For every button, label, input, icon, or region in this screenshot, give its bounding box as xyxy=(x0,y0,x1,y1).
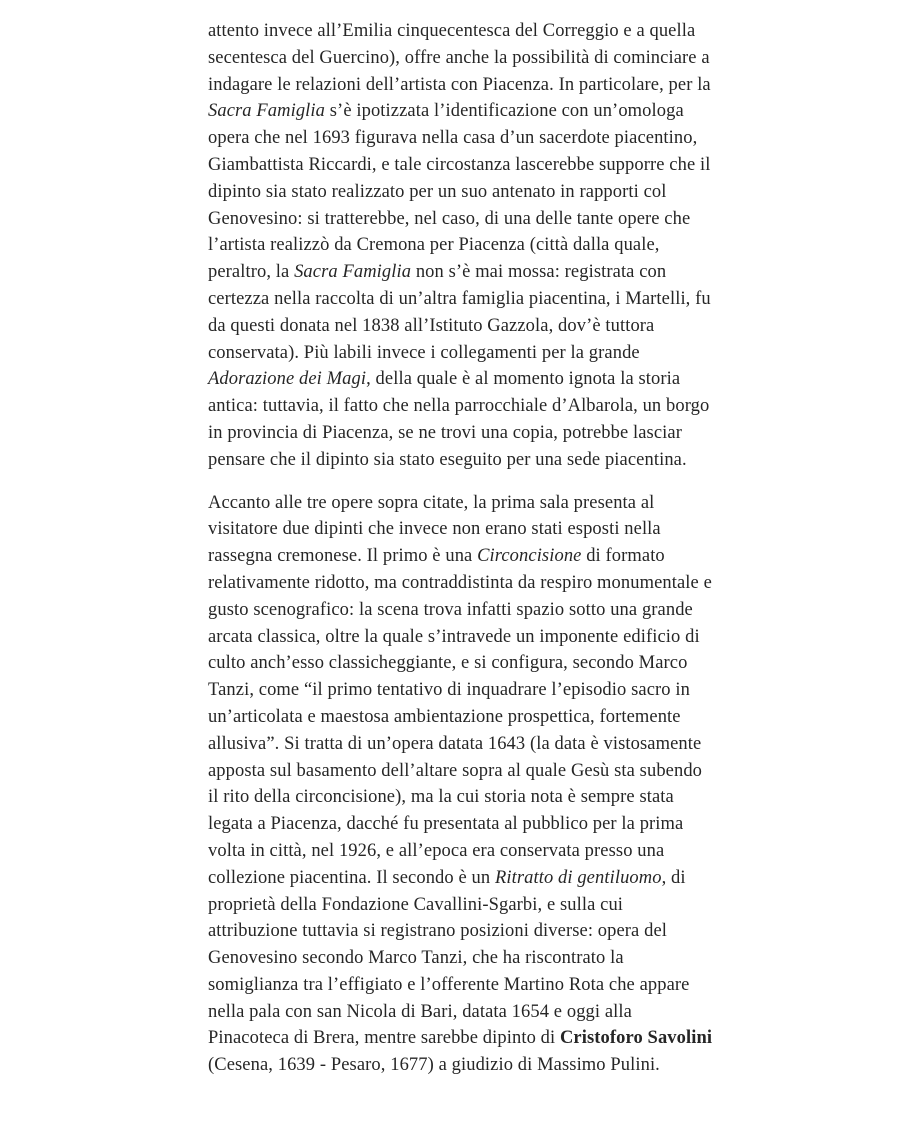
artwork-title: Ritratto di gentiluomo xyxy=(494,867,662,888)
text-segment: (Cesena, 1639 - Pesaro, 1677) a giudizio di Massimo Pulini. xyxy=(208,1055,660,1076)
paragraph xyxy=(208,490,713,1080)
artist-name: Cristoforo Savolini xyxy=(559,1028,713,1049)
article-body xyxy=(208,0,713,1079)
artwork-title: Sacra Famiglia xyxy=(294,262,412,283)
text-segment: , di proprietà della Fondazione Cavallini-Sgarbi, e sulla cui attribuzione tuttavia si registrano posizioni diverse: opera del Genovesino secondo Marco Tanzi, che ha riscontrato la somiglianza tra l’effigiato e l’offerente Martino Rota che appare nella pala con san Nicola di Bari, datata 1654 e oggi alla Pinacoteca di Brera, mentre sarebbe dipinto di xyxy=(208,867,690,1049)
artwork-title: Adorazione dei Magi xyxy=(208,369,367,390)
text-segment: di formato relativamente ridotto, ma contraddistinta da respiro monumentale e gusto scenografico: la scena trova infatti spazio sotto una grande arcata classica, oltre la quale s’intravede un imponente edificio di culto anch’esso classicheggiante, e si configura, secondo Marco Tanzi, come “il primo tentativo di inquadrare l’episodio sacro in un’articolata e maestosa ambientazione prospettica, fortemente allusiva”. Si tratta di un’opera datata 1643 (la data è vistosamente apposta sul basamento dell’altare sopra al quale Gesù sta subendo il rito della circoncisione), ma la cui storia nota è sempre stata legata a Piacenza, dacché fu presentata al pubblico per la prima volta in città, nel 1926, e all’epoca era conservata presso una collezione piacentina. Il secondo è un xyxy=(208,546,712,888)
text-segment: non s’è mai mossa: registrata con certezza nella raccolta di un’altra famiglia piacentina, i Martelli, fu da questi donata nel 1838 all’Istituto Gazzola, dov’è tuttora conservata). Più labili invece i collegamenti per la grande xyxy=(208,262,711,363)
text-segment: , della quale è al momento ignota la storia antica: tuttavia, il fatto che nella parrocchiale d’Albarola, un borgo in provincia di Piacenza, se ne trovi una copia, potrebbe lasciar pensare che il dipinto sia stato eseguito per una sede piacentina. xyxy=(208,369,710,470)
paragraph xyxy=(208,18,713,474)
text-segment: s’è ipotizzata l’identificazione con un’omologa opera che nel 1693 figurava nella casa d’un sacerdote piacentino, Giambattista Riccardi, e tale circostanza lascerebbe supporre che il dipinto sia stato realizzato per un suo antenato in rapporti col Genovesino: si tratterebbe, nel caso, di una delle tante opere che l’artista realizzò da Cremona per Piacenza (città dalla quale, peraltro, la xyxy=(208,101,711,283)
text-segment: attento invece all’Emilia cinquecentesca del Correggio e a quella secentesca del Guercino), offre anche la possibilità di cominciare a indagare le relazioni dell’artista con Piacenza. In particolare, per la xyxy=(208,21,711,95)
artwork-title: Sacra Famiglia xyxy=(208,101,326,122)
artwork-title: Circoncisione xyxy=(477,546,582,567)
text-segment: Accanto alle tre opere sopra citate, la prima sala presenta al visitatore due dipinti che invece non erano stati esposti nella rassegna cremonese. Il primo è una xyxy=(208,492,661,567)
